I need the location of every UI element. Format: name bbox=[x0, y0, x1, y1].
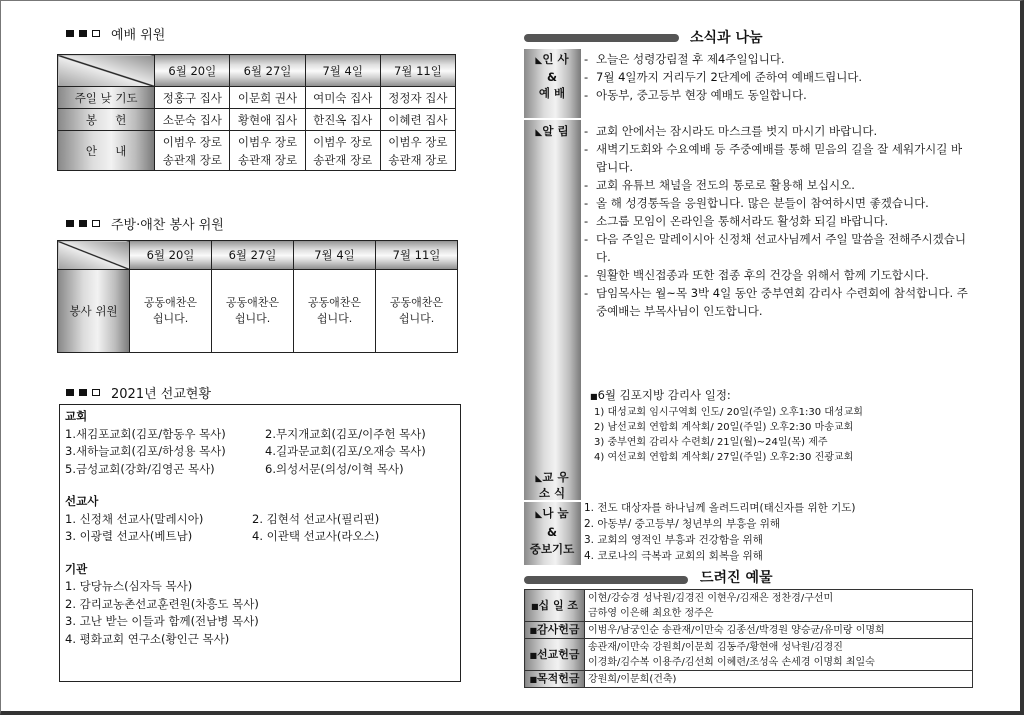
square-icon bbox=[79, 220, 87, 227]
list-item: 3. 교회의 영적인 부흥과 건강함을 위해 bbox=[584, 534, 763, 546]
date-header: 7월 4일 bbox=[305, 55, 380, 87]
cell-line: 송관재 장로 bbox=[237, 152, 298, 167]
table-cell bbox=[130, 270, 212, 353]
square-outline-icon bbox=[92, 30, 100, 37]
tag-line bbox=[524, 51, 580, 69]
cell-line: 쉽니다. bbox=[398, 312, 435, 325]
triangle-icon: ◣ bbox=[535, 128, 543, 138]
title-bar-decoration bbox=[524, 34, 679, 42]
list-text: 7월 4일까지 거리두기 2단계에 준하여 예배드립니다. bbox=[596, 70, 863, 84]
date-header: 6월 27일 bbox=[230, 55, 305, 87]
cell-line: 공동애찬은 bbox=[307, 296, 362, 309]
list-text: 올 해 성경통독을 응원합니다. 많은 분들이 참여하시면 좋겠습니다. bbox=[596, 196, 929, 210]
cell-line: 송관재 장로 bbox=[313, 152, 373, 167]
offering-names bbox=[585, 671, 973, 688]
names-line: 이범우/남궁인순 송관재/이만숙 김종선/박경원 양승균/유미랑 이명희 bbox=[588, 624, 885, 636]
list-item: - 아동부, 중고등부 현장 예배도 동일합니다. bbox=[584, 88, 807, 102]
offering-label bbox=[525, 622, 585, 639]
kitchen-section-title bbox=[66, 214, 224, 233]
list-item: 2.무지개교회(김포/이주헌 목사) bbox=[265, 426, 426, 441]
row-label: 주일 낮 기도 bbox=[58, 87, 155, 109]
cell-line: 이범우 장로 bbox=[313, 134, 373, 149]
table-cell bbox=[294, 270, 376, 353]
list-item: 2. 아동부/ 중고등부/ 청년부의 부흥을 위해 bbox=[584, 518, 781, 530]
list-item: 2) 남선교회 연합회 계삭회/ 20일(주일) 오후2:30 마송교회 bbox=[594, 422, 854, 433]
cell-line: 쉽니다. bbox=[234, 312, 271, 325]
list-item: - 교회 유튜브 채널을 전도의 통로로 활용해 보십시오. bbox=[584, 178, 855, 192]
table-cell: 이문희 권사 bbox=[230, 87, 305, 109]
list-item: 4.길과문교회(김포/오재승 목사) bbox=[265, 444, 426, 458]
table-cell bbox=[305, 131, 380, 171]
cell-line: 쉽니다. bbox=[316, 312, 353, 325]
cell-line: 이범우 장로 bbox=[388, 134, 448, 149]
tag-text: 교 우 bbox=[542, 470, 569, 484]
tag-text: 알 림 bbox=[542, 124, 569, 138]
triangle-icon: ◣ bbox=[535, 56, 543, 66]
square-bullet-icon: ■ bbox=[529, 675, 538, 684]
worship-section-title bbox=[66, 24, 165, 43]
label-text: 십 일 조 bbox=[538, 598, 579, 612]
cell-line: 공동애찬은 bbox=[389, 296, 444, 309]
cell-line: 공동애찬은 bbox=[225, 296, 280, 309]
square-outline-icon bbox=[92, 389, 100, 396]
tag-line bbox=[524, 505, 580, 524]
tag-text: 중보기도 bbox=[529, 542, 575, 556]
square-bullet-icon: ■ bbox=[530, 601, 539, 611]
offering-label bbox=[525, 671, 585, 688]
tag-text: & bbox=[546, 525, 558, 539]
table-cell: 이혜련 집사 bbox=[380, 109, 455, 131]
list-text: 다음 주일은 말레이시아 신정채 선교사님께서 주일 말씀을 전해주시겠습니다. bbox=[596, 232, 966, 264]
list-item: 2. 감리교농촌선교훈련원(차흥도 목사) bbox=[65, 596, 259, 611]
list-item: - 다음 주일은 말레이시아 신정채 선교사님께서 주일 말씀을 전해주시겠습니다. bbox=[584, 230, 972, 266]
district-heading bbox=[590, 387, 731, 403]
cell-line: 송관재 장로 bbox=[388, 152, 448, 167]
row-label: 봉사 위원 bbox=[58, 270, 130, 353]
church-heading: 교회 bbox=[65, 409, 88, 423]
district-list bbox=[594, 405, 974, 465]
label-text: 감사헌금 bbox=[537, 623, 580, 636]
date-header: 7월 4일 bbox=[294, 241, 376, 270]
list-text: 교회 안에서는 잠시라도 마스크를 벗지 마시기 바랍니다. bbox=[596, 124, 878, 138]
tag-text: 소 식 bbox=[538, 486, 566, 500]
date-header: 6월 20일 bbox=[155, 55, 230, 87]
date-header: 6월 27일 bbox=[212, 241, 294, 270]
worship-table bbox=[57, 54, 456, 171]
date-header: 7월 11일 bbox=[376, 241, 458, 270]
news-title: 소식과 나눔 bbox=[690, 30, 763, 46]
row-label: 안 내 bbox=[58, 131, 155, 171]
cell-line: 이범우 장로 bbox=[237, 134, 298, 149]
list-item: - 교회 안에서는 잠시라도 마스크를 벗지 마시기 바랍니다. bbox=[584, 124, 878, 138]
friend-tag bbox=[524, 470, 580, 500]
cell-line: 쉽니다. bbox=[152, 312, 189, 325]
list-item: 2. 김현석 선교사(필리핀) bbox=[252, 511, 380, 526]
triangle-icon: ◣ bbox=[535, 474, 543, 484]
square-icon bbox=[66, 389, 74, 396]
offering-names bbox=[585, 590, 973, 622]
table-cell bbox=[380, 131, 455, 171]
table-cell bbox=[376, 270, 458, 353]
list-text: 오늘은 성령강림절 후 제4주일입니다. bbox=[596, 52, 785, 66]
table-cell: 소문숙 집사 bbox=[155, 109, 230, 131]
table-cell: 정정자 집사 bbox=[380, 87, 455, 109]
list-item: - 올 해 성경통독을 응원합니다. 많은 분들이 참여하시면 좋겠습니다. bbox=[584, 196, 929, 210]
offering-names bbox=[585, 622, 973, 639]
section-title-text: 주방·애찬 봉사 위원 bbox=[111, 218, 224, 233]
square-bullet-icon: ■ bbox=[529, 626, 538, 635]
church-list bbox=[65, 426, 455, 479]
table-cell bbox=[230, 131, 305, 171]
list-text: 새벽기도회와 수요예배 등 주중예배를 통해 믿음의 길을 잘 세워가시길 바랍니다. bbox=[596, 142, 963, 174]
table-corner bbox=[58, 55, 155, 87]
list-item: 4) 여선교회 연합회 계삭회/ 27일(주일) 오후2:30 진광교회 bbox=[594, 452, 854, 463]
cell-line: 공동애찬은 bbox=[143, 296, 198, 309]
list-item: 3) 중부연회 감리사 수련회/ 21일(월)~24일(목) 제주 bbox=[594, 437, 828, 448]
greeting-tag bbox=[524, 51, 580, 101]
list-text: 담임목사는 월~목 3박 4일 동안 중부연회 감리사 수련회에 참석합니다. 주중예배는 부목사님이 인도합니다. bbox=[596, 286, 968, 318]
date-header: 7월 11일 bbox=[380, 55, 455, 87]
names-line: 이현/강승경 성낙원/김경진 이현우/김재은 정찬경/구선미 bbox=[588, 592, 834, 604]
district-title: 6월 김포지방 감리사 일정: bbox=[597, 388, 731, 402]
offering-label bbox=[525, 590, 585, 622]
square-icon bbox=[79, 389, 87, 396]
offering-title: 드려진 예물 bbox=[700, 570, 773, 586]
offering-names bbox=[585, 639, 973, 671]
list-item: 4. 평화교회 연구소(황인근 목사) bbox=[65, 631, 230, 646]
list-item: - 7월 4일까지 거리두기 2단계에 준하여 예배드립니다. bbox=[584, 70, 863, 84]
list-item: 1. 전도 대상자를 하나님께 올려드리며(태신자를 위한 기도) bbox=[584, 502, 856, 514]
list-text: 원활한 백신접종과 또한 접종 후의 건강을 위해서 함께 기도합시다. bbox=[596, 268, 929, 282]
list-text: 소그룹 모임이 온라인을 통해서라도 활성화 되길 바랍니다. bbox=[596, 214, 889, 228]
names-line: 금하영 이은해 최요한 정주은 bbox=[588, 607, 714, 619]
kitchen-table bbox=[57, 240, 458, 353]
notice-list bbox=[584, 122, 972, 320]
tag-text: 예 배 bbox=[538, 86, 566, 100]
notice-tag-bg bbox=[524, 120, 581, 474]
table-corner bbox=[58, 241, 130, 270]
cell-line: 이범우 장로 bbox=[162, 134, 222, 149]
square-bullet-icon: ■ bbox=[590, 392, 598, 401]
list-item: 1.새김포교회(김포/함동우 목사) bbox=[65, 426, 226, 441]
label-text: 선교헌금 bbox=[537, 647, 580, 661]
names-line: 강원희/이문희(건축) bbox=[588, 673, 677, 685]
offering-table bbox=[524, 589, 973, 688]
table-cell: 황현애 집사 bbox=[230, 109, 305, 131]
prayer-list bbox=[584, 500, 974, 564]
square-icon bbox=[66, 30, 74, 37]
table-cell: 정홍구 집사 bbox=[155, 87, 230, 109]
missionary-heading: 선교사 bbox=[65, 494, 99, 508]
list-item: 1. 신정채 선교사(말레시아) bbox=[65, 511, 204, 526]
list-item: 5.금성교회(강화/김영곤 목사) bbox=[65, 461, 215, 476]
list-item: 1. 당당뉴스(심자득 목사) bbox=[65, 579, 193, 593]
list-item: 4. 이관택 선교사(라오스) bbox=[252, 529, 380, 543]
prayer-tag bbox=[524, 505, 580, 558]
table-cell: 여미숙 집사 bbox=[305, 87, 380, 109]
offering-label bbox=[525, 639, 585, 671]
org-heading: 기관 bbox=[65, 561, 88, 576]
mission-section-title bbox=[66, 383, 211, 402]
missionary-list bbox=[65, 511, 455, 546]
date-header: 6월 20일 bbox=[130, 241, 212, 270]
section-title-text: 2021년 선교현황 bbox=[111, 387, 212, 402]
list-item: 4. 코로나의 극복과 교회의 회복을 위해 bbox=[584, 550, 763, 562]
list-item: 6.의성서문(의성/이혁 목사) bbox=[265, 461, 404, 476]
row-label: 봉 헌 bbox=[58, 109, 155, 131]
mission-box bbox=[59, 404, 461, 682]
triangle-icon: ◣ bbox=[535, 510, 543, 520]
tag-text: 인 사 bbox=[542, 52, 569, 66]
table-cell bbox=[155, 131, 230, 171]
list-text: 교회 유튜브 채널을 전도의 통로로 활용해 보십시오. bbox=[596, 178, 855, 192]
tag-line bbox=[524, 470, 580, 486]
table-cell: 한진옥 집사 bbox=[305, 109, 380, 131]
table-cell bbox=[212, 270, 294, 353]
section-title-text: 예배 위원 bbox=[111, 28, 166, 43]
square-icon bbox=[66, 220, 74, 227]
tag-text: 나 눔 bbox=[542, 506, 569, 520]
list-item: 3. 고난 받는 이들과 함께(전남병 목사) bbox=[65, 614, 259, 628]
list-item: - 오늘은 성령강림절 후 제4주일입니다. bbox=[584, 52, 785, 66]
square-outline-icon bbox=[92, 220, 100, 227]
list-item: - 새벽기도회와 수요예배 등 주중예배를 통해 믿음의 길을 잘 세워가시길 바랍니다. bbox=[584, 140, 972, 176]
greeting-list bbox=[584, 50, 974, 104]
names-line: 이경화/김수복 이용주/김선희 이혜련/조성옥 손세경 이명희 최일숙 bbox=[588, 656, 875, 668]
notice-tag bbox=[524, 123, 580, 141]
list-item: 1) 대성교회 임시구역회 인도/ 20일(주일) 오후1:30 대성교회 bbox=[594, 407, 863, 418]
names-line: 송관재/이만숙 강원희/이문희 김동주/황현애 성낙원/김경진 bbox=[588, 641, 843, 653]
list-item: - 원활한 백신접종과 또한 접종 후의 건강을 위해서 함께 기도합시다. bbox=[584, 268, 929, 282]
tag-text: & bbox=[546, 70, 558, 84]
cell-line: 송관재 장로 bbox=[162, 152, 222, 167]
list-item: 3.새하늘교회(김포/하성용 목사) bbox=[65, 444, 226, 458]
list-item: - 소그룹 모임이 온라인을 통해서라도 활성화 되길 바랍니다. bbox=[584, 214, 889, 228]
list-text: 아동부, 중고등부 현장 예배도 동일합니다. bbox=[596, 88, 807, 102]
list-item: 3. 이광렬 선교사(베트남) bbox=[65, 529, 193, 543]
square-bullet-icon: ■ bbox=[529, 650, 538, 660]
title-bar-decoration bbox=[524, 576, 688, 584]
label-text: 목적헌금 bbox=[537, 672, 580, 685]
list-item: - 담임목사는 월~목 3박 4일 동안 중부연회 감리사 수련회에 참석합니다. 주중예배는 부목사님이 인도합니다. bbox=[584, 284, 972, 320]
square-icon bbox=[79, 30, 87, 37]
